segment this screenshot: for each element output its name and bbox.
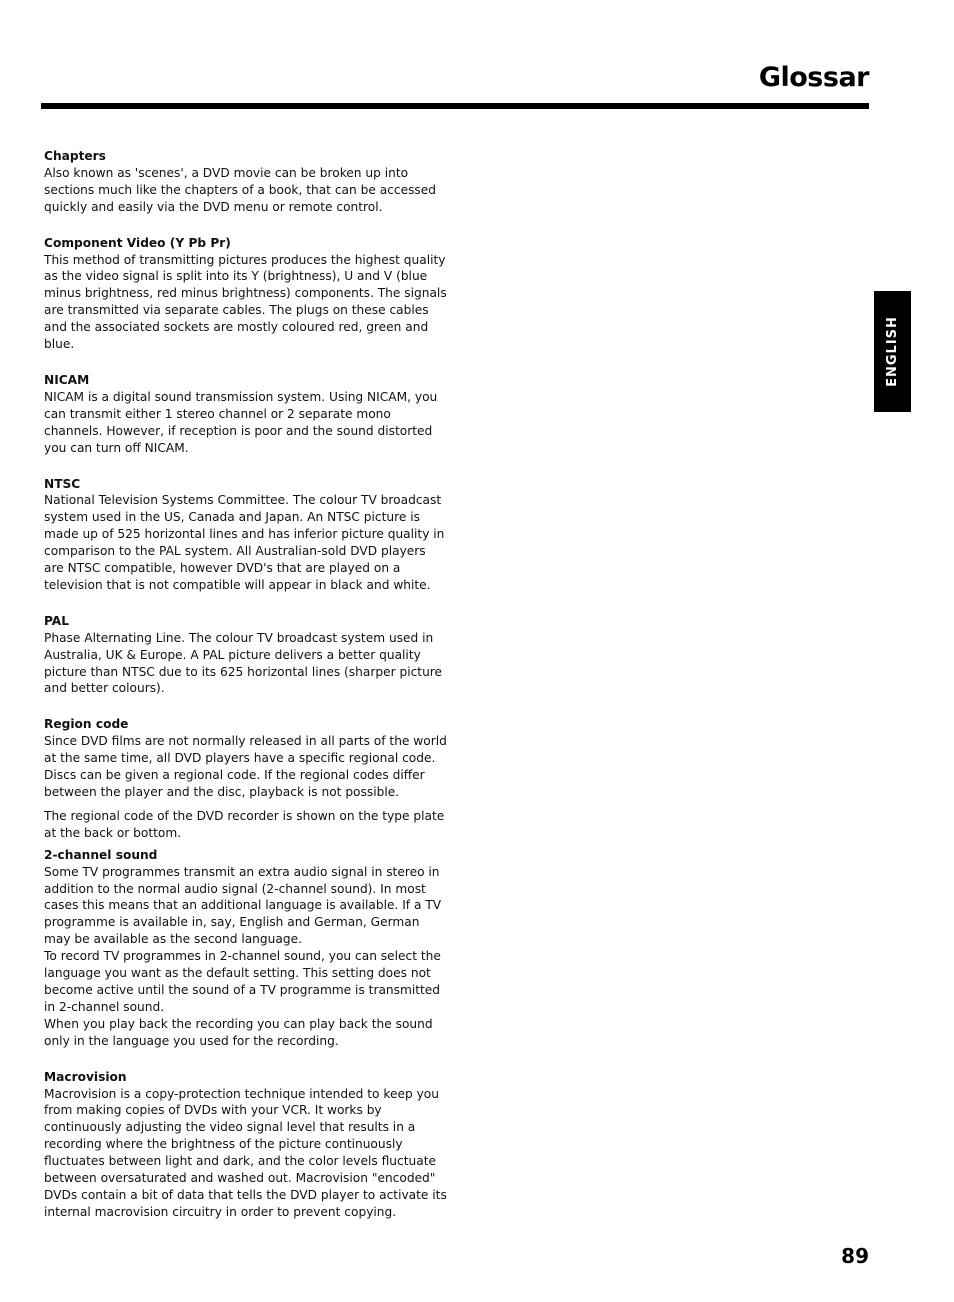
term-definition: Some TV programmes transmit an extra audio signal in stereo in addition to the normal audio signal (2-channel sound). In most cases this means that an additional language is available. If a TV programme is available in, say, English and German, German may be available as the second language. xyxy=(44,864,442,947)
term-definition: This method of transmitting pictures produces the highest quality as the video signal is split into its Y (brightness), U and V (blue minus brightness, red minus brightness) components. The signals are transmitted via separate cables. The plugs on these cables and the associated sockets are mostly coloured red, green and blue. xyxy=(44,252,447,352)
header-rule xyxy=(41,103,869,109)
term-definition: National Television Systems Committee. The colour TV broadcast system used in the US, Canada and Japan. An NTSC picture is made up of 525 horizontal lines and has inferior picture quality in comparison to the PAL system. All Australian-sold DVD players are NTSC compatible, however DVD's that are played on a television that is not compatible will appear in black and white. xyxy=(44,493,445,592)
glossary-entry-region-code xyxy=(44,716,449,841)
term-heading: Component Video (Y Pb Pr) xyxy=(44,235,231,250)
glossary-entry-nicam xyxy=(44,372,449,457)
term-definition: Macrovision is a copy-protection technique intended to keep you from making copies of DVDs with your VCR. It works by continuously adjusting the video signal level that results in a recording where the brightness of the picture continuously fluctuates between light and dark, and the color levels fluctuate between oversaturated and washed out. Macrovision "encoded" DVDs contain a bit of data that tells the DVD player to activate its internal macrovision circuitry in order to prevent copying. xyxy=(44,1086,447,1219)
page-number: 89 xyxy=(841,1244,869,1268)
glossary-entry-component-video xyxy=(44,235,449,353)
term-definition: To record TV programmes in 2-channel sound, you can select the language you want as the default setting. This setting does not become active until the sound of a TV programme is transmitted in 2-channel sound. xyxy=(44,949,441,1014)
term-definition: Also known as 'scenes', a DVD movie can be broken up into sections much like the chapters of a book, that can be accessed quickly and easily via the DVD menu or remote control. xyxy=(44,165,437,214)
term-heading: NICAM xyxy=(44,372,90,387)
glossary-column xyxy=(44,148,449,1240)
page-title: Glossar xyxy=(758,62,869,93)
term-definition: When you play back the recording you can play back the sound only in the language you used for the recording. xyxy=(44,1016,433,1048)
glossary-entry-pal xyxy=(44,613,449,698)
glossary-entry-2-channel-sound xyxy=(44,847,449,1050)
glossary-entry-ntsc xyxy=(44,476,449,594)
glossary-entry-chapters xyxy=(44,148,449,216)
language-tab-label: ENGLISH xyxy=(885,316,901,387)
term-definition: Since DVD films are not normally released in all parts of the world at the same time, all DVD players have a specific regional code. Discs can be given a regional code. If the regional codes differ between the player and the disc, playback is not possible. xyxy=(44,734,447,799)
term-definition: The regional code of the DVD recorder is shown on the type plate at the back or bottom. xyxy=(44,808,445,840)
glossary-entry-macrovision xyxy=(44,1069,449,1221)
term-definition: NICAM is a digital sound transmission system. Using NICAM, you can transmit either 1 stereo channel or 2 separate mono channels. However, if reception is poor and the sound distorted you can turn off NICAM. xyxy=(44,389,438,455)
term-definition: Phase Alternating Line. The colour TV broadcast system used in Australia, UK & Europe. A PAL picture delivers a better quality picture than NTSC due to its 625 horizontal lines (sharper picture and better colours). xyxy=(44,630,443,696)
language-tab xyxy=(874,291,911,412)
term-heading: Region code xyxy=(44,717,129,732)
term-heading: NTSC xyxy=(44,476,81,491)
term-heading: Macrovision xyxy=(44,1069,127,1084)
term-heading: PAL xyxy=(44,613,70,628)
term-heading: 2-channel sound xyxy=(44,847,158,862)
term-heading: Chapters xyxy=(44,149,106,163)
